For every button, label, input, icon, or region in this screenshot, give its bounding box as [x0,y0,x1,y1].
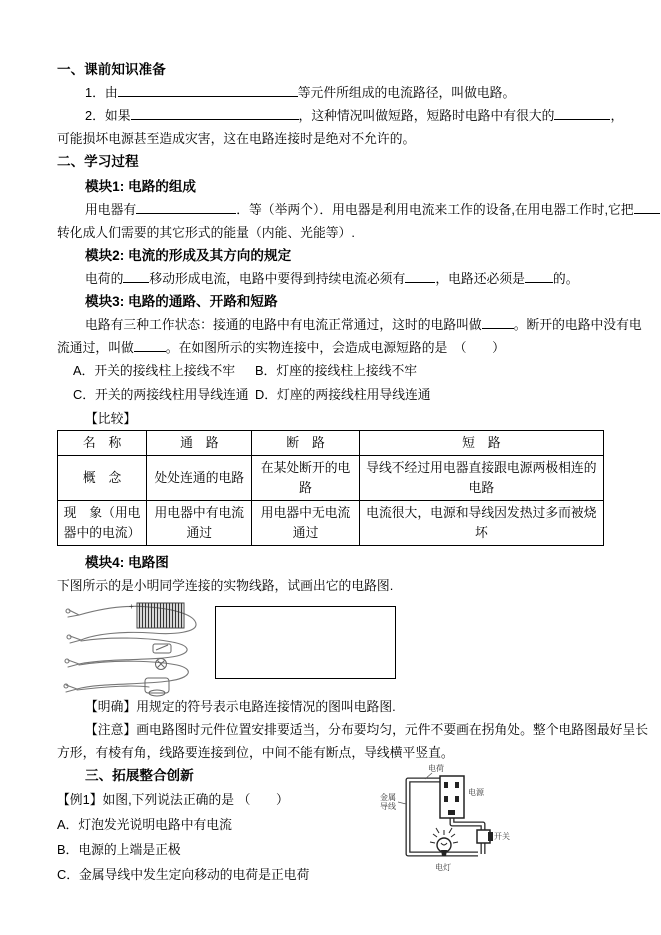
table-cell: 处处连通的电路 [147,456,252,501]
power-source-icon [440,776,464,818]
metal-wire-label: 金属 导线 [380,793,396,811]
option-b: B．灯座的接线柱上接线不牢 [255,363,418,378]
table-cell: 电流很大，电源和导线因发热过多而被烧坏 [359,501,603,546]
compare-table [57,430,604,546]
module4-intro: 下图所示的是小明同学连接的实物线路，试画出它的电路图. [57,578,394,593]
answer-blank [634,200,660,214]
example1-stem: 【例1】如图,下列说法正确的是 （ ） [57,792,289,807]
table-header-cell: 短 路 [359,431,603,456]
option-d: D．灯座的两接线柱用导线连通 [255,387,431,402]
charge-label: 电荷 [428,764,444,773]
module1-line2: 转化成人们需要的其它形式的能量（内能、光能等）. [57,225,355,240]
battery-pack-icon [137,603,184,628]
note-attention-line2: 方形，有棱有角，线路要连接到位，中间不能有断点，导线横平竖直。 [57,745,454,760]
section-heading-process: 二、学习过程 [57,154,139,169]
options-row-cd [57,383,604,407]
answer-blank [525,269,553,283]
example-circuit-figure [380,766,512,878]
table-cell: 现 象（用电器中的电流） [58,501,147,546]
table-header-cell: 通 路 [147,431,252,456]
table-cell: 导线不经过用电器直接跟电源两极相连的电路 [359,456,603,501]
example1-option-b: B．电源的上端是正极 [57,842,181,857]
module2-text: 电荷的 移动形成电流，电路中要得到持续电流必须有 ，电路还必须是 的。 [85,271,579,286]
section-heading-prep: 一、课前知识准备 [57,62,166,77]
compare-label: 【比较】 [85,411,137,426]
table-header-row [58,431,604,456]
answer-blank [118,83,298,97]
question-1-pre: 1．由 [85,85,118,100]
table-cell: 用电器中无电流通过 [252,501,359,546]
table-header-cell: 断 路 [252,431,359,456]
note-attention-line1: 【注意】画电路图时元件位置安排要适当，分布要均匀，元件不要画在拐角处。整个电路图最好呈长 [85,722,649,737]
table-header-cell: 名 称 [58,431,147,456]
question-2-line2: 可能损坏电源甚至造成灾害，这在电路连接时是绝对不允许的。 [57,131,416,146]
question-1 [57,81,604,104]
answer-blank [405,269,435,283]
module4-figure-row [57,600,604,701]
physical-circuit-figure [57,600,215,700]
question-1-post: 等元件所组成的电流路径，叫做电路。 [297,85,516,100]
module1-heading: 模块1: 电路的组成 [85,179,197,194]
bulb-icon [156,659,167,670]
answer-blank [123,269,149,283]
table-cell: 概 念 [58,456,147,501]
answer-blank [482,315,514,329]
example1-option-c: C．金属导线中发生定向移动的电荷是正电荷 [57,867,310,882]
table-row [58,501,604,546]
module1-line1: 用电器有 ．等（举两个）．用电器是利用电流来工作的设备,在用电器工作时,它把 [57,198,604,221]
answer-blank [134,338,166,352]
options-row-ab [57,359,604,383]
circuit-diagram-answer-box [215,606,396,679]
option-a: A．开关的接线柱上接线不牢 [73,363,236,378]
switch-icon [477,830,493,843]
module2-heading: 模块2: 电流的形成及其方向的规定 [85,248,292,263]
module3-heading: 模块3: 电路的通路、开路和短路 [85,294,278,309]
example1-option-a: A．灯泡发光说明电路中有电流 [57,817,232,832]
question-2-line1: 2．如果 ，这种情况叫做短路，短路时电路中有很大的 ， [85,108,624,123]
battery-plus-label: + [129,602,134,611]
answer-blank [554,106,610,120]
switch-icon [153,644,171,653]
table-cell: 用电器中有电流通过 [147,501,252,546]
switch-label: 开关 [494,832,510,841]
module3-line1: 电路有三种工作状态：接通的电路中有电流正常通过，这时的电路叫做 。断开的电路中没有电 [85,317,642,332]
extend-section [57,764,604,887]
power-label: 电源 [468,788,484,797]
module3-line2: 流通过，叫做 。在如图所示的实物连接中，会造成电源短路的是 （ ） [57,340,505,355]
table-row [58,456,604,501]
answer-blank [131,106,299,120]
lamp-label: 电灯 [435,863,451,872]
answer-blank [136,200,236,214]
option-c: C．开关的两接线柱用导线连通 [73,387,249,402]
module4-heading: 模块4: 电路图 [85,555,169,570]
example-circuit-drawing [380,766,510,878]
section-heading-extend: 三、拓展整合创新 [85,768,194,783]
table-cell: 在某处断开的电路 [252,456,359,501]
note-clear: 【明确】用规定的符号表示电路连接情况的图叫电路图. [85,699,396,714]
